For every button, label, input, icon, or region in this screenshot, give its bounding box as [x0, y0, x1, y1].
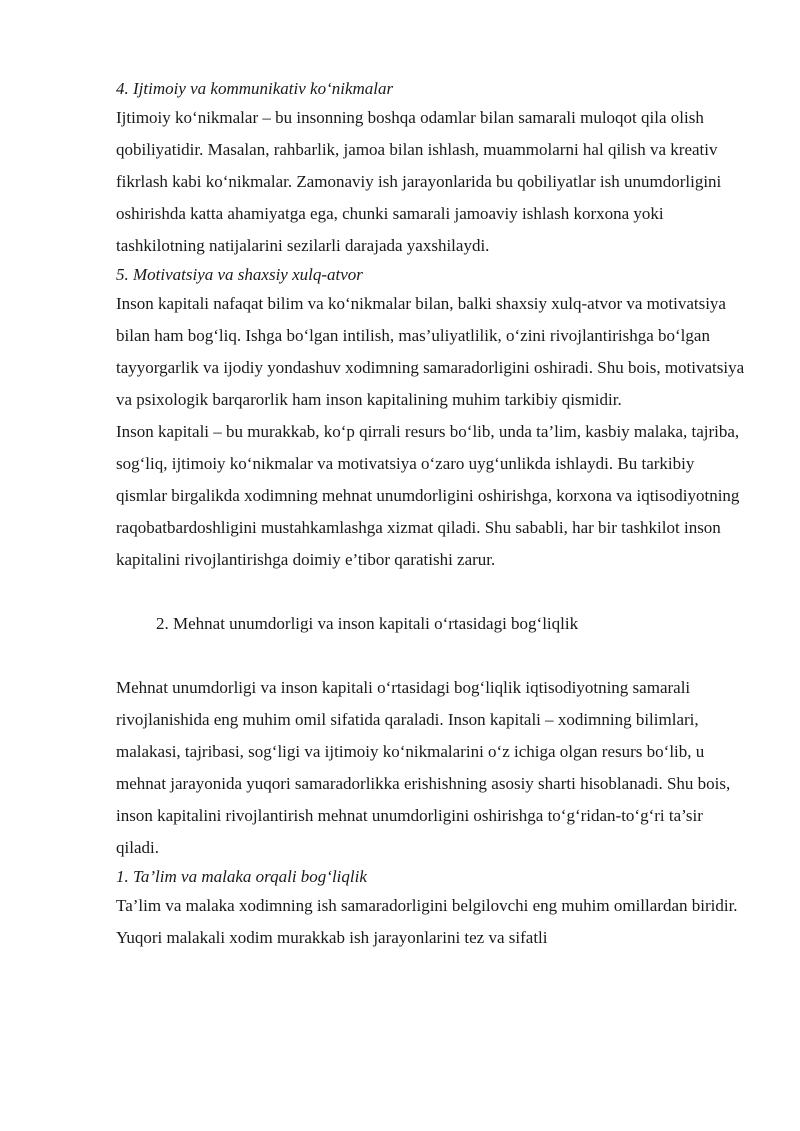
spacer: [116, 640, 746, 672]
subsection-4-paragraph: Ijtimoiy ko‘nikmalar – bu insonning boshqa odamlar bilan samarali muloqot qila olish qobiliyatidir. Masalan, rahbarlik, jamoa bilan ishlash, muammolarni hal qilish va kreativ fikrlash kabi ko‘nikmalar. Zamonaviy ish jarayonlarida bu qobiliyatlar ish unumdorligini oshirishda katta ahamiyatga ega, chunki samarali jamoaviy ishlash korxona yoki tashkilotning natijalarini sezilarli darajada yaxshilaydi.: [116, 108, 722, 255]
subsection-5-paragraph: Inson kapitali nafaqat bilim va ko‘nikmalar bilan, balki shaxsiy xulq-atvor va motivatsiya bilan ham bog‘liq. Ishga bo‘lgan intilish, mas’uliyatlilik, o‘zini rivojlantirishga bo‘lgan tayyorgarlik va ijodiy yondashuv xodimning samaradorligini oshiradi. Shu bois, motivatsiya va psixologik barqarorlik ham inson kapitalining muhim tarkibiy qismidir.: [116, 294, 745, 409]
subsection-4-title: 4. Ijtimoiy va kommunikativ ko‘nikmalar: [116, 79, 394, 98]
summary-paragraph: Inson kapitali – bu murakkab, ko‘p qirrali resurs bo‘lib, unda ta’lim, kasbiy malaka, tajriba, sog‘liq, ijtimoiy ko‘nikmalar va motivatsiya o‘zaro uyg‘unlikda ishlaydi. Bu tarkibiy qismlar birgalikda xodimning mehnat unumdorligini oshirishga, korxona va iqtisodiyotning raqobatbardoshligini mustahkamlashga xizmat qiladi. Shu sababli, har bir tashkilot inson kapitalini rivojlantirishga doimiy e’tibor qaratishi zarur.: [116, 422, 740, 569]
document-body: [116, 76, 746, 954]
subsection-5-title: 5. Motivatsiya va shaxsiy xulq-atvor: [116, 265, 363, 284]
section-2-title: 2. Mehnat unumdorligi va inson kapitali o‘rtasidagi bog‘liqlik: [156, 614, 579, 633]
section-2-paragraph: Mehnat unumdorligi va inson kapitali o‘rtasidagi bog‘liqlik iqtisodiyotning samarali rivojlanishida eng muhim omil sifatida qaraladi. Inson kapitali – xodimning bilimlari, malakasi, tajribasi, sog‘ligi va ijtimoiy ko‘nikmalarini o‘z ichiga olgan resurs bo‘lib, u mehnat jarayonida yuqori samaradorlikka erishishning asosiy sharti hisoblanadi. Shu bois, inson kapitalini rivojlantirish mehnat unumdorligini oshirishga to‘g‘ridan-to‘g‘ri ta’sir qiladi.: [116, 678, 731, 857]
subsection-1-paragraph: Ta’lim va malaka xodimning ish samaradorligini belgilovchi eng muhim omillardan biridir. Yuqori malakali xodim murakkab ish jarayonlarini tez va sifatli: [116, 896, 738, 947]
subsection-1-title: 1. Ta’lim va malaka orqali bog‘liqlik: [116, 867, 367, 886]
spacer: [116, 576, 746, 608]
